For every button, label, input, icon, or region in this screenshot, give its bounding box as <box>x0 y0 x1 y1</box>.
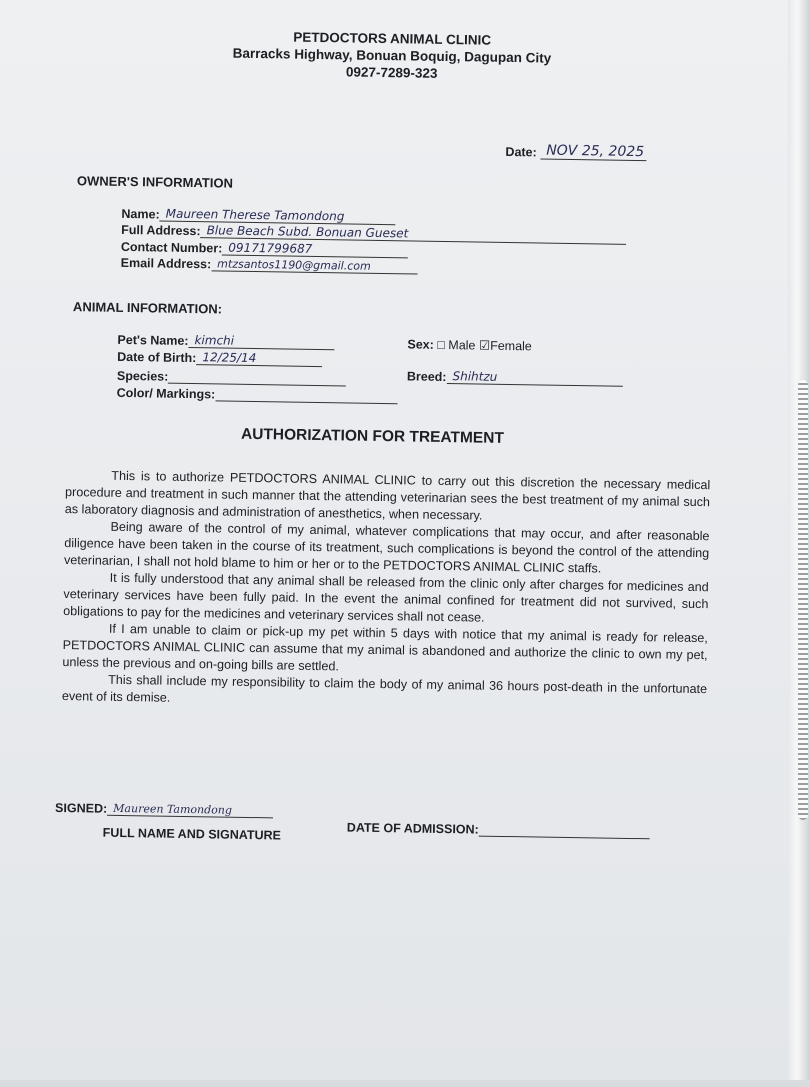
owner-contact-field <box>121 239 409 259</box>
breed-value: Shihtzu <box>446 369 622 387</box>
admission-value <box>479 822 650 840</box>
address-value: Blue Beach Subd. Bonuan Gueset <box>201 223 627 245</box>
sex-male-checkbox[interactable]: □ Male <box>437 337 476 353</box>
species-label: Species: <box>116 368 169 384</box>
contact-value: 09171799687 <box>222 240 408 258</box>
name-label: Name: <box>121 206 160 222</box>
admission-date-field <box>347 820 650 840</box>
pet-value: kimchi <box>188 333 334 350</box>
paragraph: It is fully understood that any animal shall be released from the clinic only after charges for medicines and veterinary services have been fully paid. In the event the animal confined for treatment did not survived, such obligations to pay for the medicines and veterinary services shall not cease. <box>63 570 709 625</box>
color-field <box>117 385 398 404</box>
dob-field <box>117 349 322 367</box>
sex-label: Sex: <box>407 337 434 352</box>
color-label: Color/ Markings: <box>116 385 216 402</box>
authorization-title: AUTHORIZATION FOR TREATMENT <box>240 425 505 447</box>
contact-label: Contact Number: <box>120 239 223 256</box>
dob-value: 12/25/14 <box>196 350 322 367</box>
pet-label: Pet's Name: <box>117 332 189 348</box>
email-label: Email Address: <box>120 255 212 272</box>
species-field <box>117 368 347 387</box>
paragraph: This is to authorize PETDOCTORS ANIMAL CLINIC to carry out this discretion the necessary medical procedure and treatment in such manner that the attending veterinarian sees the best treatment of my animal such as laboratory diagnosis and administration of anesthetics, when necessary. <box>64 468 711 523</box>
sex-female-checkbox[interactable]: ☑Female <box>478 338 532 354</box>
address-label: Full Address: <box>121 222 201 239</box>
email-value: mtzsantos1190@gmail.com <box>211 257 417 274</box>
letterhead <box>187 27 598 84</box>
date-field <box>505 142 646 161</box>
paragraph: This shall include my responsibility to claim the body of my animal 36 hours post-death in the unfortunate event of its demise. <box>61 672 708 705</box>
name-value: Maureen Therese Tamondong <box>160 207 396 226</box>
date-label: Date: <box>505 144 537 160</box>
paragraph: Being aware of the control of my animal, whatever complications that may occur, and after reasonable diligence have been taken in the course of its treatment, such complications is beyond the control of the attending veterinarian, I shall not hold blame to him or her or to the PETDOCTORS ANIMAL CLINIC staffs. <box>63 519 710 576</box>
signed-field <box>55 801 273 818</box>
paragraph: If I am unable to claim or pick-up my pet within 5 days with notice that my animal is ready for release, PETDOCTORS ANIMAL CLINIC can assume that my animal is abandoned and authorize the clinic to own my pet, unless the previous and on-going bills are settled. <box>62 621 708 674</box>
pet-name-field <box>117 332 334 350</box>
clinic-address: Barracks Highway, Bonuan Boquig, Dagupan City <box>232 45 552 66</box>
clinic-phone: 0927-7289-323 <box>345 64 438 81</box>
dob-label: Date of Birth: <box>117 349 197 366</box>
owner-email-field <box>121 256 418 275</box>
color-value <box>215 386 397 404</box>
breed-field <box>407 368 623 386</box>
signed-label: SIGNED: <box>55 800 108 816</box>
clinic-name: PETDOCTORS ANIMAL CLINIC <box>293 29 492 48</box>
sex-field <box>407 336 532 353</box>
species-value <box>168 369 346 387</box>
breed-label: Breed: <box>406 369 447 385</box>
date-value: NOV 25, 2025 <box>540 142 646 161</box>
admission-label: DATE OF ADMISSION: <box>346 820 479 837</box>
signature-value: Maureen Tamondong <box>107 802 273 819</box>
authorization-body <box>62 467 711 715</box>
signature-caption: FULL NAME AND SIGNATURE <box>102 825 282 843</box>
animal-heading: ANIMAL INFORMATION: <box>72 299 223 317</box>
owner-heading: OWNER'S INFORMATION <box>76 173 234 191</box>
